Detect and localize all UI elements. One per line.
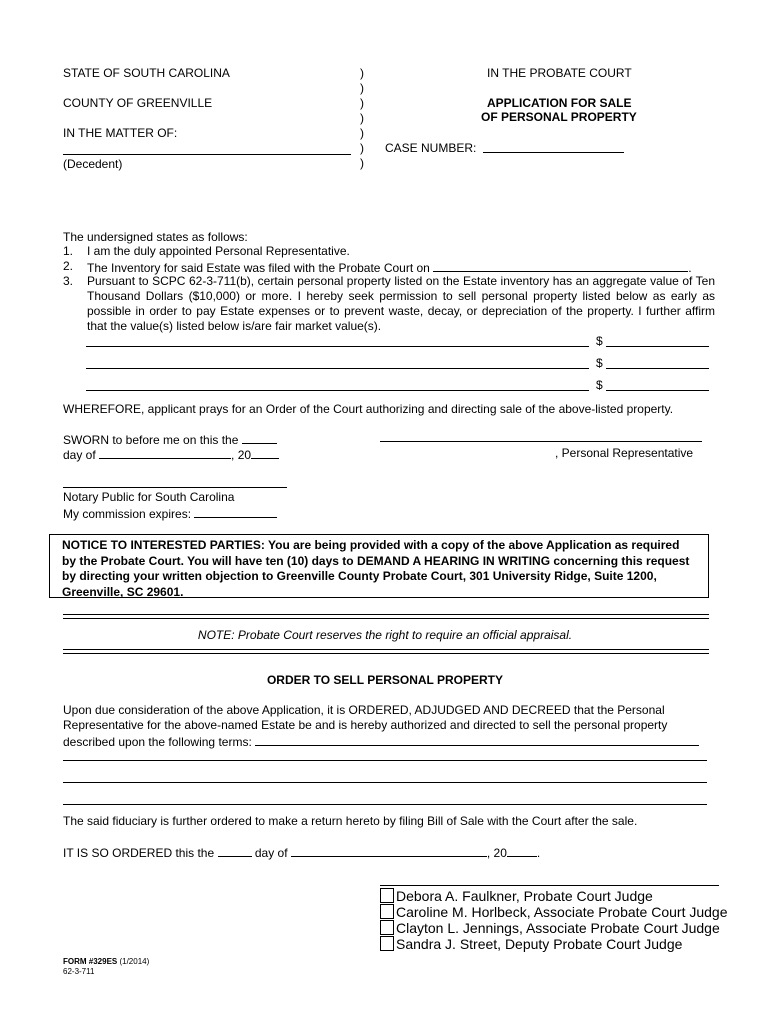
commission-expires-field[interactable] (194, 505, 277, 518)
property-description-field[interactable] (86, 346, 589, 347)
divider (63, 649, 709, 654)
notary-signature-field[interactable] (63, 487, 287, 488)
property-value-field[interactable] (606, 346, 709, 347)
form-title-line1: APPLICATION FOR SALE (487, 96, 632, 110)
judge-checkbox[interactable] (380, 904, 394, 919)
terms-field[interactable] (63, 782, 707, 783)
judge-signature-field[interactable] (380, 885, 719, 886)
decedent-name-field[interactable] (63, 154, 351, 155)
order-year-field[interactable] (507, 844, 537, 857)
judge-checkbox[interactable] (380, 888, 394, 903)
inventory-date-field[interactable] (433, 259, 688, 272)
judge-option[interactable]: Sandra J. Street, Deputy Probate Court Judge (380, 936, 682, 952)
intro-text: The undersigned states as follows: (63, 230, 248, 244)
property-value-field[interactable] (606, 390, 709, 391)
property-value-field[interactable] (606, 368, 709, 369)
judge-checkbox[interactable] (380, 936, 394, 951)
property-description-field[interactable] (86, 368, 589, 369)
state-label: STATE OF SOUTH CAROLINA (63, 66, 230, 80)
county-label: COUNTY OF GREENVILLE (63, 96, 213, 110)
personal-rep-signature-field[interactable] (380, 441, 702, 442)
form-title-line2: OF PERSONAL PROPERTY (481, 110, 637, 124)
case-number-label: CASE NUMBER: (385, 141, 477, 155)
wherefore-text: WHEREFORE, applicant prays for an Order of the Court authorizing and directing sale of the above-listed property. (63, 402, 674, 416)
statement-item-3: 3. Pursuant to SCPC 62-3-711(b), certain personal property listed on the Estate inventory has an aggregate value of Ten Thousand Dollars ($10,000) or more. I hereby seek permission to sell personal property listed below as early as possible in order to pay Estate expenses or to prevent waste, decay, or depreciation of the property. I further affirm that the value(s) listed below is/are fair market value(s). (63, 274, 715, 333)
court-label: IN THE PROBATE COURT (487, 66, 632, 80)
notice-box: NOTICE TO INTERESTED PARTIES: You are being provided with a copy of the above Application as required by the Probate Court. You will have ten (10) days to DEMAND A HEARING IN WRITING concerning this request by directing your written objection to Greenville County Probate Court, 301 University Ridge, Suite 1200, Greenville, SC 29601. (49, 534, 709, 598)
sworn-year-field[interactable] (251, 446, 279, 459)
matter-label: IN THE MATTER OF: (63, 126, 178, 140)
judge-option[interactable]: Clayton L. Jennings, Associate Probate Court Judge (380, 920, 720, 936)
terms-field[interactable] (63, 760, 707, 761)
form-number: FORM #329ES (1/2014) (63, 957, 150, 966)
order-para-line2: Representative for the above-named Estate be and is hereby authorized and directed to sell the personal property (63, 718, 668, 732)
statute-reference: 62-3-711 (63, 967, 95, 976)
order-month-field[interactable] (291, 844, 487, 857)
statement-item-2: 2. The Inventory for said Estate was filed with the Probate Court on . (63, 259, 692, 275)
judge-checkbox[interactable] (380, 920, 394, 935)
appraisal-note: NOTE: Probate Court reserves the right to require an official appraisal. (197, 628, 573, 642)
sworn-line: SWORN to before me on this the (63, 431, 277, 447)
terms-field[interactable] (255, 733, 699, 746)
statement-item-1: 1. I am the duly appointed Personal Representative. (63, 244, 350, 258)
commission-line: My commission expires: (63, 505, 277, 521)
sworn-day-field[interactable] (242, 431, 277, 444)
personal-rep-label: , Personal Representative (555, 446, 694, 460)
judge-option[interactable]: Debora A. Faulkner, Probate Court Judge (380, 888, 653, 904)
terms-field[interactable] (63, 804, 707, 805)
order-day-field[interactable] (218, 844, 252, 857)
order-para-line3: described upon the following terms: (63, 733, 699, 749)
divider (63, 614, 709, 619)
fiduciary-text: The said fiduciary is further ordered to make a return hereto by filing Bill of Sale with the Court after the sale. (63, 814, 638, 828)
decedent-label: (Decedent) (63, 157, 123, 171)
order-title: ORDER TO SELL PERSONAL PROPERTY (266, 673, 504, 687)
sworn-month-field[interactable] (99, 446, 231, 459)
notary-label: Notary Public for South Carolina (63, 490, 235, 504)
sworn-date-line: day of , 20 (63, 446, 279, 462)
case-number-field[interactable] (483, 152, 624, 153)
order-para-line1: Upon due consideration of the above Application, it is ORDERED, ADJUDGED AND DECREED that the Personal (63, 703, 665, 717)
so-ordered-line: IT IS SO ORDERED this the day of , 20 . (63, 846, 541, 860)
property-description-field[interactable] (86, 390, 589, 391)
judge-option[interactable]: Caroline M. Horlbeck, Associate Probate Court Judge (380, 904, 728, 920)
